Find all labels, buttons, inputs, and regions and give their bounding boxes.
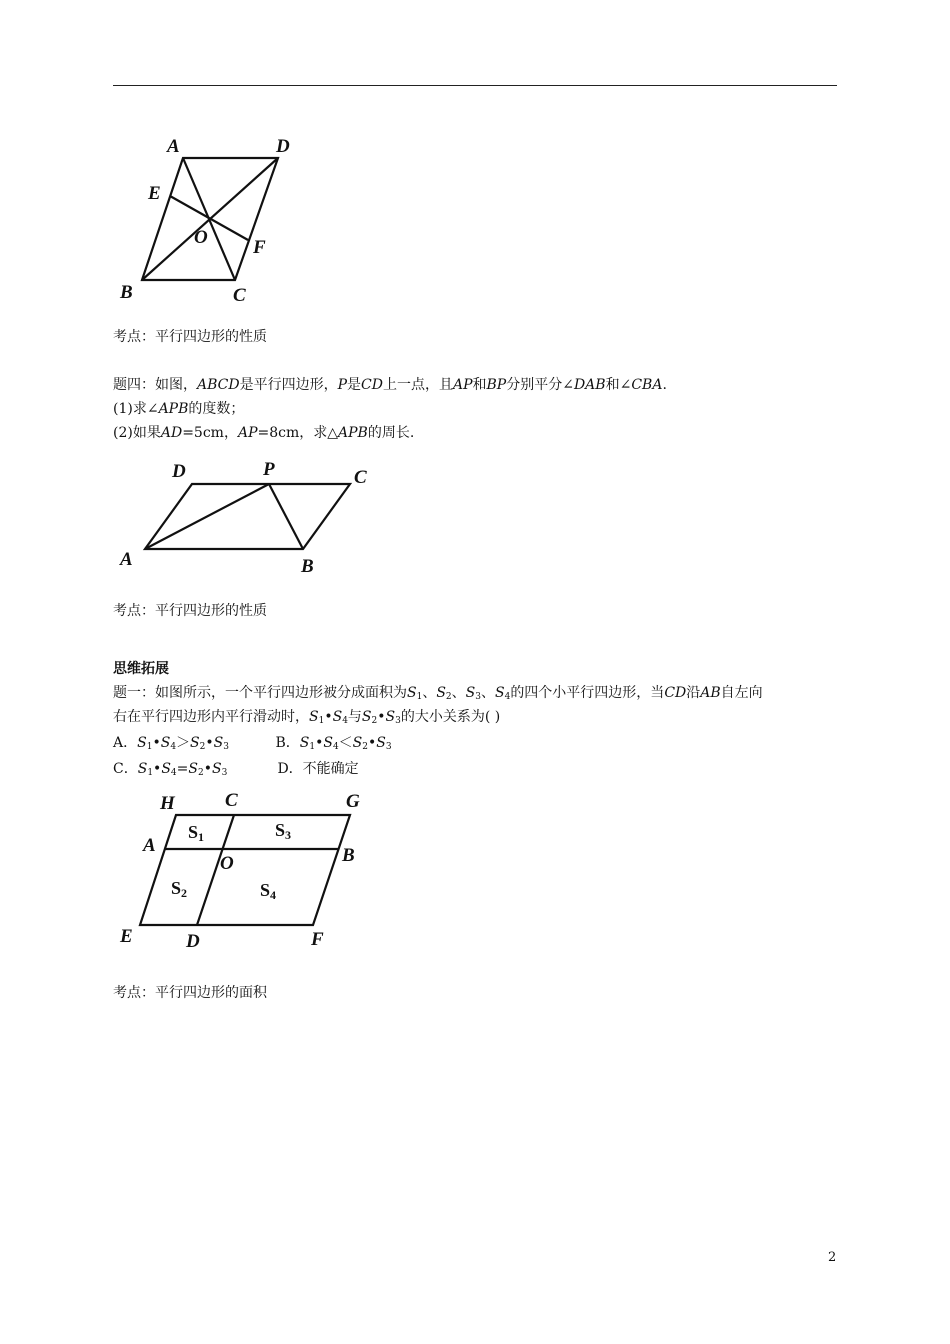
q4-ap: AP <box>452 377 473 393</box>
kaodian-1: 考点：平行四边形的性质 <box>113 329 267 345</box>
figure-four-parallelograms <box>110 785 380 955</box>
q1-sub: 3 <box>475 692 481 702</box>
q4-p2d: 的周长. <box>367 425 415 441</box>
fig2-parallelogram <box>145 484 350 549</box>
q1-opt-rel: = <box>176 761 189 777</box>
q4-p2-apb: APB <box>338 425 368 441</box>
q1-l1a: 题一：如图所示，一个平行四边形被分成面积为 <box>113 685 407 701</box>
q1-s: S <box>211 761 222 777</box>
q1-sub: 4 <box>332 742 339 752</box>
q1-opt-rel: ＜ <box>338 735 353 751</box>
q1-ab: AB <box>700 685 721 701</box>
q1-dot: • <box>324 709 333 725</box>
fig3-label-g: G <box>346 791 360 812</box>
q1-sub: 4 <box>170 742 177 752</box>
fig1-label-e: E <box>148 183 161 204</box>
q1-s: S <box>137 735 147 751</box>
q1-opt-label: A． <box>113 735 138 751</box>
q1-dot: • <box>368 735 377 751</box>
q4-p1b: 的度数； <box>188 401 245 417</box>
q4-p2c: =8cm，求△ <box>257 425 339 441</box>
fig3-label-d: D <box>186 931 200 952</box>
q1-comma: 、 <box>480 685 495 701</box>
q4-t1: 题四：如图， <box>113 377 197 393</box>
q1-sub: 2 <box>199 742 206 752</box>
q4-part2 <box>113 424 414 442</box>
q1-s: S <box>376 735 386 751</box>
fig2-label-p: P <box>263 459 275 480</box>
q1-s: S <box>299 735 310 751</box>
q4-t6: 分别平分∠ <box>506 377 574 393</box>
q1-comma: 、 <box>422 685 437 701</box>
page-number: 2 <box>828 1250 837 1265</box>
figure2-svg <box>110 455 380 580</box>
fig2-label-b: B <box>301 556 314 577</box>
q1-opt-label: C． <box>113 761 138 777</box>
fig2-label-a: A <box>120 549 133 570</box>
q1-sub: 2 <box>197 768 204 778</box>
section-title: 思维拓展 <box>113 661 169 677</box>
q1-s: S <box>323 735 333 751</box>
fig3-label-e: E <box>120 926 133 947</box>
figure3-svg <box>110 785 380 955</box>
q1-dot: • <box>153 761 162 777</box>
q1-s: S <box>332 709 343 725</box>
q1-option-d: D．不能确定 <box>277 761 359 777</box>
header-rule <box>113 85 837 86</box>
q1-sub: 3 <box>221 768 228 778</box>
figure1-svg <box>110 130 320 310</box>
q1-dot: • <box>205 735 214 751</box>
fig3-label-s1 <box>188 822 204 844</box>
q1-l2c: 的大小关系为( ) <box>400 709 501 725</box>
q4-p1a: (1)求∠ <box>113 401 159 417</box>
q1-sub: 1 <box>309 742 316 752</box>
q1-s: S <box>407 685 417 701</box>
fig3-label-o: O <box>220 853 234 874</box>
q4-t3: 是 <box>347 377 362 393</box>
q4-cba: CBA <box>631 377 663 393</box>
fig3-label-a: A <box>143 835 156 856</box>
fig3-label-s4 <box>260 880 276 902</box>
q1-comma: 、 <box>451 685 466 701</box>
q1-s: S <box>190 735 200 751</box>
fig3-outer-parallelogram <box>140 815 350 925</box>
q4-statement <box>113 376 667 394</box>
q1-line1 <box>113 684 763 702</box>
q1-cd: CD <box>664 685 687 701</box>
q4-p2b: =5cm， <box>182 425 238 441</box>
q1-s: S <box>352 735 363 751</box>
q1-sub: 3 <box>385 742 392 752</box>
q1-l2b: 与 <box>347 709 362 725</box>
q1-dot: • <box>315 735 324 751</box>
q1-l1d: 自左向 <box>720 685 763 701</box>
fig3-sub: 3 <box>285 828 292 842</box>
fig3-label-s3 <box>275 820 291 842</box>
fig1-label-c: C <box>233 285 246 306</box>
q4-p: P <box>337 377 348 393</box>
q4-t5: 和 <box>472 377 487 393</box>
q1-sub: 2 <box>445 692 452 702</box>
fig3-sub: 1 <box>198 830 205 844</box>
fig3-sub: 2 <box>181 886 188 900</box>
fig3-label-c: C <box>225 790 238 811</box>
q1-options-cd <box>113 760 359 778</box>
fig1-line-ef <box>170 196 248 240</box>
fig2-line-ap <box>145 484 269 549</box>
q1-dot: • <box>152 735 161 751</box>
fig1-label-a: A <box>167 136 180 157</box>
q4-t2: 是平行四边形， <box>239 377 338 393</box>
q4-t8: . <box>662 377 667 393</box>
q1-sub: 1 <box>146 742 153 752</box>
fig2-label-c: C <box>354 467 367 488</box>
q1-s: S <box>309 709 319 725</box>
q4-dab: DAB <box>573 377 606 393</box>
q4-bp: BP <box>486 377 507 393</box>
q1-line2 <box>113 708 500 726</box>
q4-t4: 上一点，且 <box>382 377 453 393</box>
q1-sub: 1 <box>416 692 423 702</box>
q1-s: S <box>385 709 396 725</box>
q1-sub: 2 <box>362 742 368 752</box>
q1-sub: 3 <box>395 716 401 726</box>
fig3-label-h: H <box>160 793 175 814</box>
q1-opt-label: B． <box>275 735 300 751</box>
q1-s: S <box>465 685 476 701</box>
kaodian-3: 考点：平行四边形的面积 <box>113 985 267 1001</box>
figure-parallelogram-dpcab <box>110 455 380 580</box>
fig3-s: S <box>275 820 286 840</box>
q1-s: S <box>436 685 446 701</box>
q1-option-c <box>113 760 273 778</box>
q4-p2a: (2)如果 <box>113 425 161 441</box>
q1-sub: 4 <box>170 768 177 778</box>
q1-sub: 3 <box>223 742 229 752</box>
fig3-label-f: F <box>311 929 324 950</box>
q4-p1-apb: APB <box>158 401 189 417</box>
fig1-label-d: D <box>276 136 290 157</box>
fig2-line-bp <box>269 484 303 549</box>
q1-s: S <box>188 761 198 777</box>
fig1-label-f: F <box>253 237 266 258</box>
q1-sub: 1 <box>318 716 325 726</box>
q1-sub: 1 <box>147 768 154 778</box>
q4-cd: CD <box>361 377 383 393</box>
fig3-sub: 4 <box>270 888 277 902</box>
q1-sub: 4 <box>342 716 348 726</box>
fig3-label-s2 <box>171 878 187 900</box>
q1-dot: • <box>203 761 212 777</box>
q1-sub: 2 <box>371 716 378 726</box>
q1-options-ab <box>113 734 392 752</box>
q1-s: S <box>160 735 171 751</box>
q4-t7: 和∠ <box>605 377 632 393</box>
fig3-s: S <box>188 822 199 842</box>
fig2-label-d: D <box>172 461 186 482</box>
q1-l2a: 右在平行四边形内平行滑动时， <box>113 709 309 725</box>
q1-sub: 4 <box>504 692 511 702</box>
q1-l1b: 的四个小平行四边形，当 <box>510 685 665 701</box>
q1-opt-rel: ＞ <box>176 735 191 751</box>
q4-abcd: ABCD <box>197 377 240 393</box>
q4-part1 <box>113 400 244 418</box>
fig1-label-o: O <box>194 227 208 248</box>
figure-parallelogram-abcd-o <box>110 130 320 310</box>
q1-s: S <box>213 735 224 751</box>
q1-dot: • <box>377 709 386 725</box>
kaodian-2: 考点：平行四边形的性质 <box>113 603 267 619</box>
q1-s: S <box>494 685 505 701</box>
q1-option-a <box>113 734 271 752</box>
q1-s: S <box>161 761 171 777</box>
q4-p2-ap: AP <box>237 425 258 441</box>
q1-option-b <box>275 735 391 751</box>
fig1-label-b: B <box>120 282 133 303</box>
fig3-s: S <box>260 880 271 900</box>
fig3-label-b: B <box>342 845 355 866</box>
q1-s: S <box>137 761 148 777</box>
q1-s: S <box>361 709 372 725</box>
fig3-s: S <box>171 878 182 898</box>
q4-p2-ad: AD <box>160 425 183 441</box>
q1-l1c: 沿 <box>686 685 701 701</box>
